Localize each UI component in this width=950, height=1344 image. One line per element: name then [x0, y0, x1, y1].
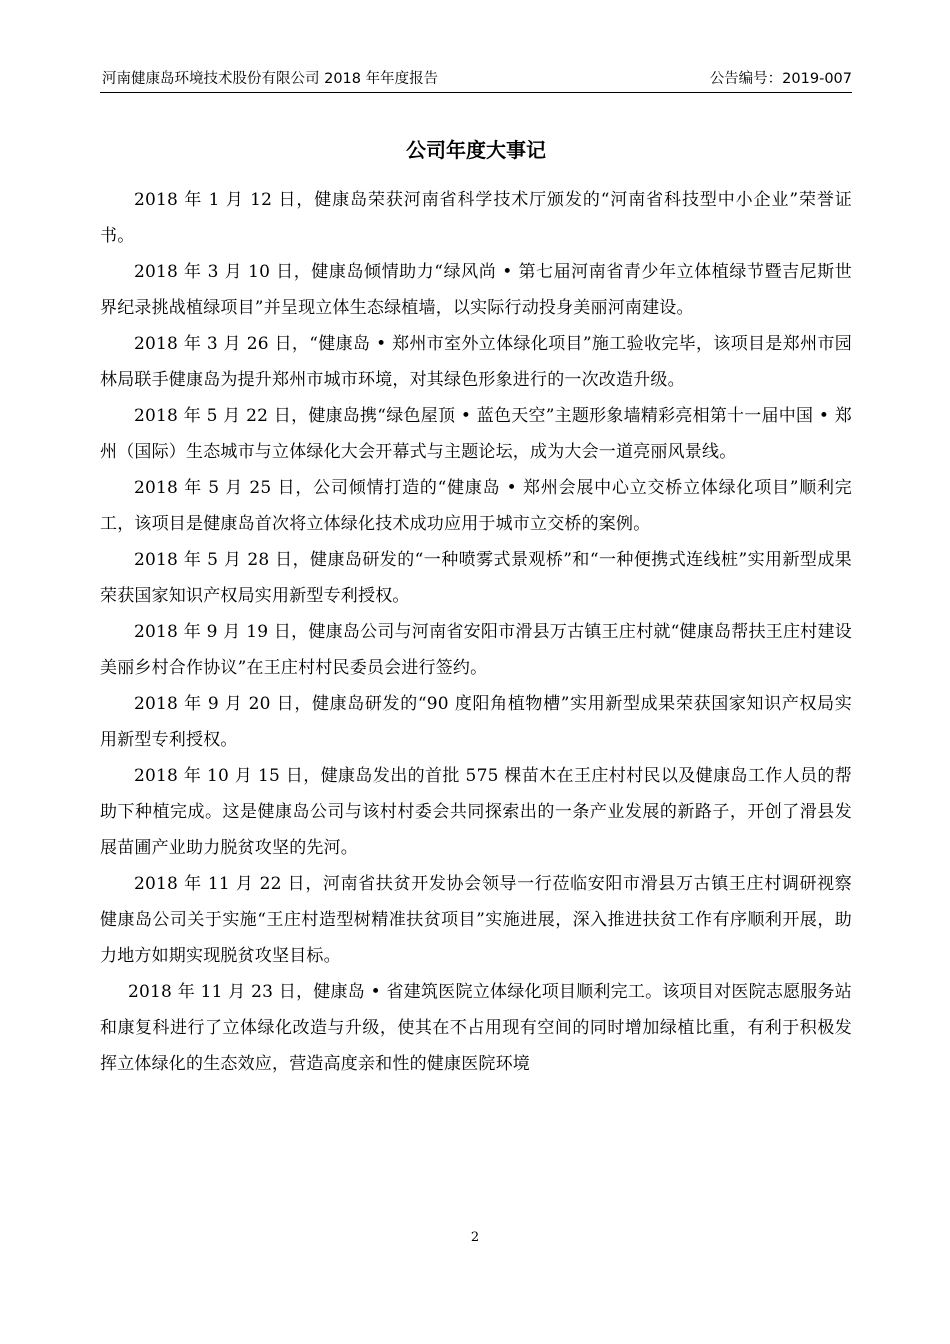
event-paragraph: 2018 年 5 月 25 日，公司倾情打造的“健康岛 • 郑州会展中心立交桥立体绿化项目”顺利完工，该项目是健康岛首次将立体绿化技术成功应用于城市立交桥的案例。 — [100, 478, 852, 534]
header-report-title: 河南健康岛环境技术股份有限公司 2018 年年度报告 — [102, 71, 439, 87]
header-announcement-number: 公告编号：2019-007 — [709, 71, 852, 87]
page-header — [100, 66, 852, 93]
event-paragraph: 2018 年 9 月 20 日，健康岛研发的“90 度阳角植物槽”实用新型成果荣获国家知识产权局实用新型专利授权。 — [100, 694, 852, 750]
event-paragraph: 2018 年 5 月 22 日，健康岛携“绿色屋顶 • 蓝色天空”主题形象墙精彩亮相第十一届中国 • 郑州（国际）生态城市与立体绿化大会开幕式与主题论坛，成为大会一道亮丽风景线。 — [100, 406, 852, 462]
events-list — [100, 182, 852, 1082]
event-paragraph: 2018 年 5 月 28 日，健康岛研发的“一种喷雾式景观桥”和“一种便携式连线桩”实用新型成果荣获国家知识产权局实用新型专利授权。 — [100, 550, 852, 606]
page-title: 公司年度大事记 — [406, 138, 546, 162]
event-paragraph: 2018 年 11 月 23 日，健康岛 • 省建筑医院立体绿化项目顺利完工。该项目对医院志愿服务站和康复科进行了立体绿化改造与升级，使其在不占用现有空间的同时增加绿植比重，有利于积极发挥立体绿化的生态效应，营造高度亲和性的健康医院环境 — [100, 982, 852, 1074]
page-number: 2 — [470, 1230, 480, 1245]
event-paragraph: 2018 年 11 月 22 日，河南省扶贫开发协会领导一行莅临安阳市滑县万古镇王庄村调研视察健康岛公司关于实施“王庄村造型树精准扶贫项目”实施进展，深入推进扶贫工作有序顺利开展，助力地方如期实现脱贫攻坚目标。 — [100, 874, 852, 966]
event-paragraph: 2018 年 10 月 15 日，健康岛发出的首批 575 棵苗木在王庄村村民以及健康岛工作人员的帮助下种植完成。这是健康岛公司与该村村委会共同探索出的一条产业发展的新路子，开创了滑县发展苗圃产业助力脱贫攻坚的先河。 — [100, 766, 852, 858]
event-paragraph: 2018 年 9 月 19 日，健康岛公司与河南省安阳市滑县万古镇王庄村就“健康岛帮扶王庄村建设美丽乡村合作协议”在王庄村村民委员会进行签约。 — [100, 622, 852, 678]
event-paragraph: 2018 年 1 月 12 日，健康岛荣获河南省科学技术厅颁发的“河南省科技型中小企业”荣誉证书。 — [100, 190, 852, 246]
event-paragraph: 2018 年 3 月 10 日，健康岛倾情助力“绿风尚 • 第七届河南省青少年立体植绿节暨吉尼斯世界纪录挑战植绿项目”并呈现立体生态绿植墙，以实际行动投身美丽河南建设。 — [100, 262, 852, 318]
event-paragraph: 2018 年 3 月 26 日，“健康岛 • 郑州市室外立体绿化项目”施工验收完毕，该项目是郑州市园林局联手健康岛为提升郑州市城市环境，对其绿色形象进行的一次改造升级。 — [100, 334, 852, 390]
